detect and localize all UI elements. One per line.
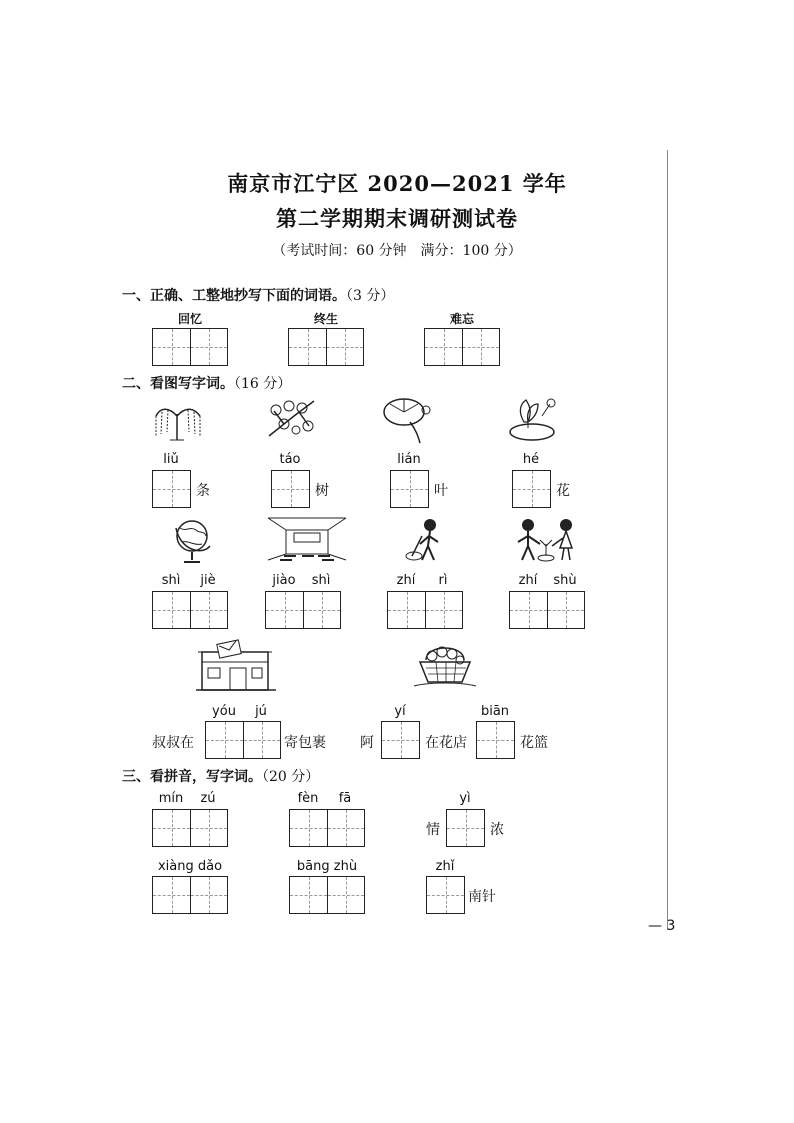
- section2-score: （16 分）: [234, 376, 292, 392]
- write-grid-yi-2[interactable]: [446, 809, 485, 847]
- sentence-prefix-shushu: 叔叔在: [152, 735, 194, 751]
- pinyin-bangzhu: [287, 859, 367, 874]
- copy-grid-2[interactable]: [288, 328, 364, 366]
- sentence-suffix-hualan: 花篮: [520, 735, 548, 751]
- write-grid-yi[interactable]: [381, 721, 420, 759]
- write-grid-xiangdao[interactable]: [152, 876, 228, 914]
- suffix-tiao: 条: [196, 483, 210, 499]
- pinyin-zhi-2: zhí: [518, 573, 538, 588]
- pinyin-min: mín: [158, 791, 184, 806]
- pinyin-xiangdao: [150, 859, 230, 874]
- write-grid-tao[interactable]: [271, 470, 310, 508]
- pinyin-yi: yí: [394, 704, 406, 719]
- pinyin-jie: jiè: [200, 573, 216, 588]
- children-planting-icon: [510, 516, 582, 564]
- section3-heading: 三、看拼音，写字词。（20 分）: [122, 769, 320, 785]
- write-grid-fenfa[interactable]: [289, 809, 365, 847]
- pinyin-zhi-3: zhǐ: [435, 859, 455, 874]
- pinyin-shi-2: shì: [311, 573, 331, 588]
- suffix-hua: 花: [556, 483, 570, 499]
- write-grid-bian[interactable]: [476, 721, 515, 759]
- copy-grid-1[interactable]: [152, 328, 228, 366]
- pinyin-ju: jú: [255, 704, 267, 719]
- pinyin-jiao: jiào: [272, 573, 296, 588]
- globe-icon: [170, 516, 215, 564]
- pinyin-zhi: zhí: [396, 573, 416, 588]
- lotus-leaf-icon: [380, 396, 440, 444]
- write-grid-zhishu[interactable]: [509, 591, 585, 629]
- pinyin-liu: liǔ: [163, 452, 179, 467]
- exam-info: （考试时间：60 分钟 满分：100 分）: [272, 243, 522, 259]
- pinyin-yi-2: yì: [459, 791, 471, 806]
- write-grid-zhi[interactable]: [426, 876, 465, 914]
- flower-basket-icon: [410, 638, 480, 690]
- suffix-nong: 浓: [490, 822, 504, 838]
- lotus-flower-icon: [504, 396, 564, 444]
- write-grid-jiaoshi[interactable]: [265, 591, 341, 629]
- page-number: — 3: [648, 918, 676, 934]
- pinyin-bian: biān: [480, 704, 510, 719]
- pinyin-fa: fā: [338, 791, 352, 806]
- pinyin-xiang: xiàng: [157, 859, 194, 874]
- pinyin-zu: zú: [200, 791, 216, 806]
- sentence-prefix-a: 阿: [360, 735, 374, 751]
- word-2: 终生: [313, 312, 338, 326]
- pinyin-ri: rì: [438, 573, 448, 588]
- pinyin-bang: bāng: [296, 859, 330, 874]
- classroom-icon: [266, 516, 348, 562]
- sentence-mid-jibaoguo: 寄包裹: [284, 735, 326, 751]
- pinyin-dao: dǎo: [197, 859, 223, 874]
- copy-grid-3[interactable]: [424, 328, 500, 366]
- pinyin-he: hé: [522, 452, 540, 467]
- pinyin-shi: shì: [161, 573, 181, 588]
- write-grid-minzu[interactable]: [152, 809, 228, 847]
- pinyin-you: yóu: [212, 704, 236, 719]
- pinyin-shu: shù: [553, 573, 577, 588]
- sentence-mid-zaihuadian: 在花店: [425, 735, 467, 751]
- student-sweeping-icon: [402, 516, 447, 562]
- suffix-ye: 叶: [434, 483, 448, 499]
- section1-score: （3 分）: [346, 288, 395, 304]
- willow-icon: [150, 396, 205, 441]
- word-1: 回忆: [177, 312, 202, 326]
- pinyin-fen: fèn: [297, 791, 319, 806]
- write-grid-shijie[interactable]: [152, 591, 228, 629]
- write-grid-youju[interactable]: [205, 721, 281, 759]
- write-grid-lian[interactable]: [390, 470, 429, 508]
- pinyin-zhu: zhù: [333, 859, 358, 874]
- suffix-shu: 树: [315, 483, 329, 499]
- post-office-icon: [196, 640, 276, 694]
- section1-heading: 一、正确、工整地抄写下面的词语。（3 分）: [122, 288, 395, 304]
- prefix-qing: 情: [426, 822, 440, 838]
- write-grid-zhiri[interactable]: [387, 591, 463, 629]
- exam-title-line1: 南京市江宁区 2020—2021 学年: [227, 171, 567, 196]
- section2-heading: 二、看图写字词。（16 分）: [122, 376, 292, 392]
- exam-title-line2: 第二学期期末调研测试卷: [276, 206, 518, 231]
- peach-blossom-icon: [264, 396, 319, 441]
- word-3: 难忘: [449, 312, 474, 326]
- page-edge-line: [667, 150, 668, 930]
- write-grid-bangzhu[interactable]: [289, 876, 365, 914]
- section3-score: （20 分）: [262, 769, 320, 785]
- write-grid-liu[interactable]: [152, 470, 191, 508]
- suffix-nanzhen: 南针: [468, 889, 496, 905]
- pinyin-tao: táo: [279, 452, 301, 467]
- write-grid-he[interactable]: [512, 470, 551, 508]
- pinyin-lian: lián: [397, 452, 421, 467]
